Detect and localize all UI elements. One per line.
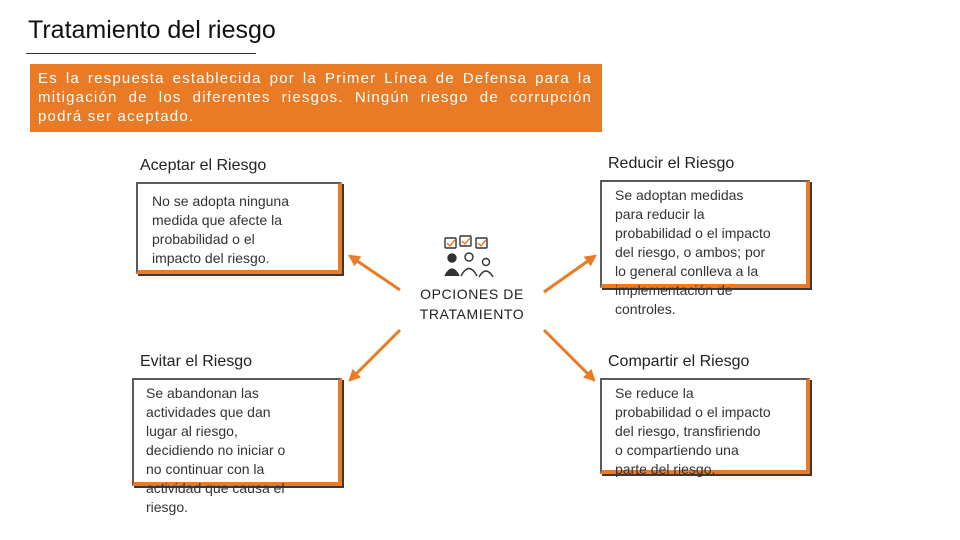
arrow-aceptar <box>350 256 400 290</box>
heading-compartir: Compartir el Riesgo <box>608 353 750 370</box>
text-compartir: Se reduce la probabilidad o el impacto del riesgo, transfiriendo o compartiendo una parte del riesgo. <box>615 385 771 477</box>
heading-reducir: Reducir el Riesgo <box>608 155 735 172</box>
text-evitar: Se abandonan las actividades que dan lugar al riesgo, decidiendo no iniciar o no continuar con la actividad que causa el riesgo. <box>146 385 286 515</box>
heading-aceptar: Aceptar el Riesgo <box>140 157 267 174</box>
intro-banner: Es la respuesta establecida por la Primer Línea de Defensa para la mitigación de los diferentes riesgos. Ningún riesgo de corrupción podrá ser aceptado. <box>30 64 602 132</box>
team-checklist-icon <box>445 236 493 277</box>
center-label: OPCIONES DE TRATAMIENTO <box>419 286 525 322</box>
text-aceptar: No se adopta ninguna medida que afecte la probabilidad o el impacto del riesgo. <box>152 193 289 266</box>
page-title: Tratamiento del riesgo <box>28 16 276 44</box>
heading-evitar: Evitar el Riesgo <box>140 353 253 370</box>
arrow-reducir <box>544 256 595 292</box>
arrow-evitar <box>350 330 400 380</box>
text-reducir: Se adoptan medidas para reducir la probabilidad o el impacto del riesgo, o ambos; por lo general conlleva a la implementación de controles. <box>615 187 771 317</box>
arrow-compartir <box>544 330 594 380</box>
